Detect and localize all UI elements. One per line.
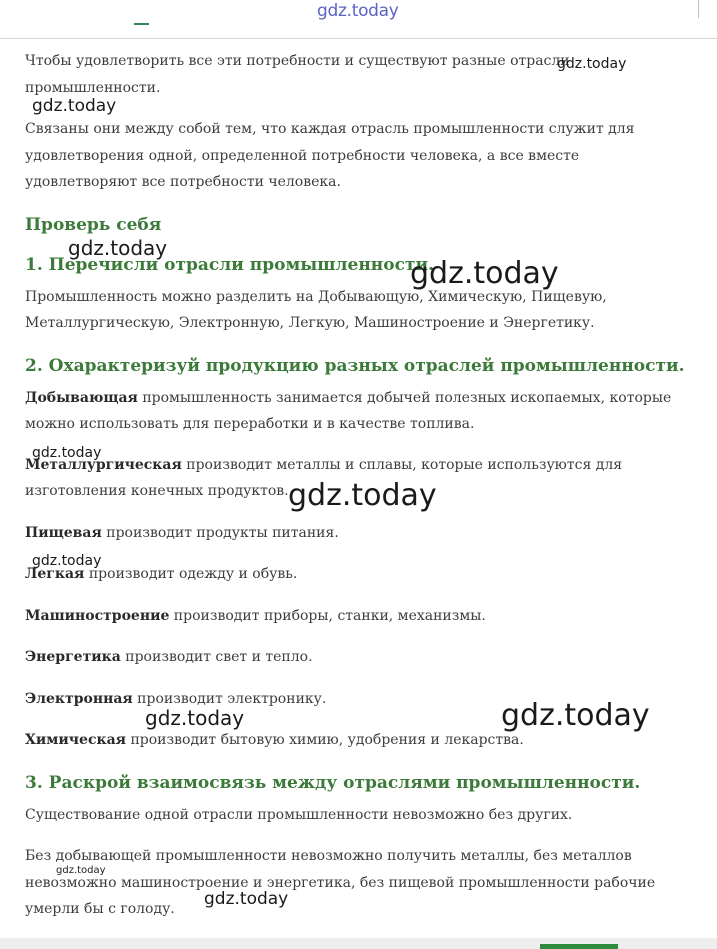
- list-item: [25, 727, 685, 754]
- question-title: 2. Охарактеризуй продукцию разных отраслей промышленности.: [25, 355, 685, 376]
- item-text: производит приборы, станки, механизмы.: [169, 607, 486, 624]
- item-term: Добывающая: [25, 389, 138, 406]
- item-text: промышленность занимается добычей полезных ископаемых, которые можно использовать для переработки и в качестве топлива.: [25, 389, 672, 432]
- question-title: 3. Раскрой взаимосвязь между отраслями промышленности.: [25, 772, 641, 793]
- watermark: gdz.today: [288, 478, 437, 513]
- item-term: Пищевая: [25, 524, 102, 541]
- item-text: производит бытовую химию, удобрения и лекарства.: [126, 732, 524, 748]
- item-text: производит продукты питания.: [101, 524, 339, 541]
- answer-paragraph: Без добывающей промышленности невозможно получить металлы, без металлов невозможно машиностроение и энергетика, без пищевой промышленности рабочие умерли бы с голоду.: [25, 848, 656, 917]
- list-item: [25, 452, 685, 505]
- answer-paragraph: Существование одной отрасли промышленности невозможно без других.: [25, 806, 573, 823]
- watermark: gdz.today: [204, 889, 289, 909]
- article-content: [25, 48, 685, 923]
- item-term: Легкая: [25, 566, 85, 582]
- watermark: gdz.today: [32, 96, 117, 116]
- item-text: производит электронику.: [132, 690, 327, 707]
- action-button[interactable]: [540, 944, 618, 949]
- site-logo[interactable]: gdz.today: [317, 1, 399, 21]
- list-item: [25, 385, 685, 438]
- watermark: gdz.today: [501, 698, 650, 733]
- list-item: [25, 561, 685, 588]
- list-item: [25, 520, 685, 547]
- section-title: Проверь себя: [25, 214, 162, 235]
- watermark: gdz.today: [68, 236, 168, 260]
- item-term: Энергетика: [25, 649, 121, 665]
- item-term: Химическая: [25, 732, 126, 748]
- bottom-bar: [0, 938, 717, 949]
- question-title: 1. Перечисли отрасли промышленности.: [25, 254, 434, 275]
- answer-paragraph: Промышленность можно разделить на Добывающую, Химическую, Пищевую, Металлургическую, Электронную, Легкую, Машиностроение и Энергетику.: [25, 288, 607, 331]
- item-term: Металлургическая: [25, 456, 182, 473]
- watermark: gdz.today: [557, 56, 627, 72]
- intro-paragraph: Чтобы удовлетворить все эти потребности и существуют разные отрасли промышленности.: [25, 53, 570, 96]
- top-bar: [0, 0, 717, 39]
- list-item: [25, 644, 685, 671]
- watermark: gdz.today: [32, 553, 102, 569]
- list-item: [25, 603, 685, 630]
- item-term: Машиностроение: [25, 607, 170, 624]
- divider: [698, 0, 699, 18]
- nav-indicator: [134, 23, 149, 25]
- list-item: [25, 686, 685, 713]
- item-text: производит одежду и обувь.: [84, 566, 298, 582]
- watermark: gdz.today: [56, 865, 106, 876]
- watermark: gdz.today: [145, 706, 245, 730]
- watermark: gdz.today: [32, 445, 102, 461]
- item-text: производит металлы и сплавы, которые используются для изготовления конечных продуктов.: [25, 456, 623, 499]
- watermark: gdz.today: [410, 256, 559, 291]
- item-term: Электронная: [25, 690, 133, 707]
- intro-paragraph: Связаны они между собой тем, что каждая отрасль промышленности служит для удовлетворения одной, определенной потребности человека, а все вместе удовлетворяют все потребности человека.: [25, 121, 635, 190]
- item-text: производит свет и тепло.: [120, 649, 313, 665]
